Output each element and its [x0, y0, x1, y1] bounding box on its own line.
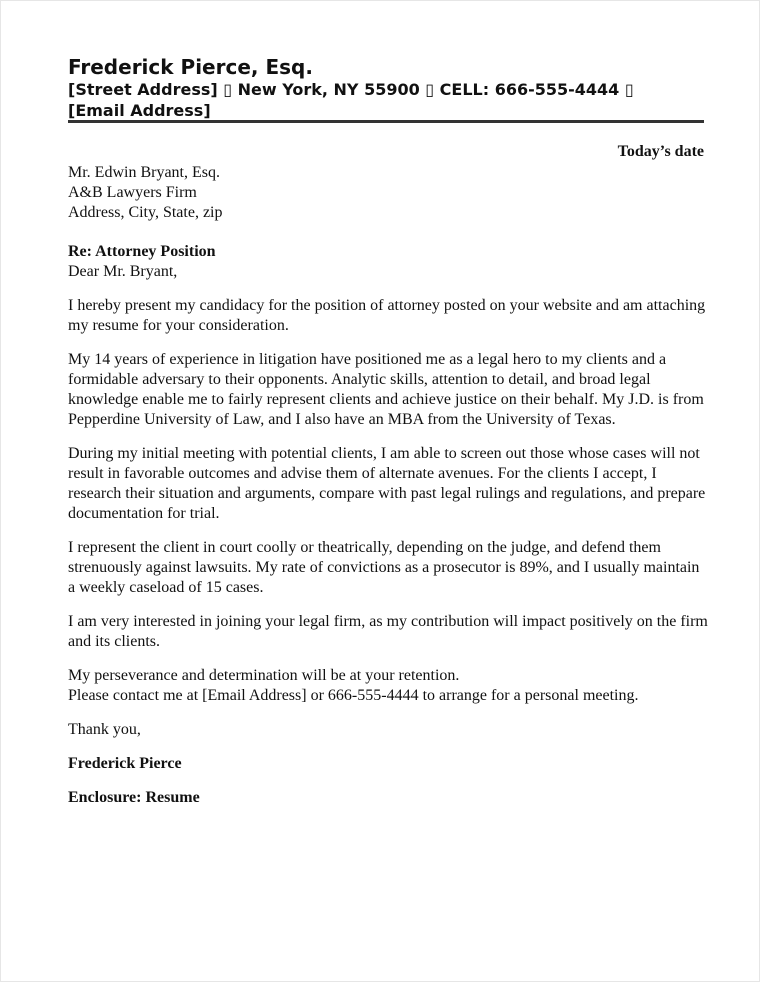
- subject-line: Re: Attorney Position: [68, 243, 216, 260]
- recipient-firm: A&B Lawyers Firm: [68, 184, 197, 201]
- signature-name: Frederick Pierce: [68, 755, 182, 772]
- sender-name: Frederick Pierce, Esq.: [68, 55, 313, 79]
- paragraph-intro: I hereby present my candidacy for the position of attorney posted on your website and am attaching my resume for your consideration.: [68, 297, 706, 334]
- closing-line-1: My perseverance and determination will be at your retention.: [68, 667, 460, 684]
- sender-contact-line-1: [Street Address] ▯ New York, NY 55900 ▯ CELL: 666-555-4444 ▯: [68, 80, 634, 99]
- recipient-block: [68, 163, 708, 223]
- header-divider: [68, 120, 704, 123]
- paragraph-experience: My 14 years of experience in litigation have positioned me as a legal hero to my clients and a formidable adversary to their opponents. Analytic skills, attention to detail, and broad legal knowledge enable me to fairly represent clients and achieve justice on their behalf. My J.D. is from Pepperdine University of Law, and I also have an MBA from the University of Texas.: [68, 351, 704, 428]
- recipient-name: Mr. Edwin Bryant, Esq.: [68, 164, 220, 181]
- closing-block: [68, 666, 708, 706]
- letterhead: [68, 55, 704, 121]
- sender-contact-line-2: [Email Address]: [68, 101, 211, 120]
- closing-line-2: Please contact me at [Email Address] or 666-555-4444 to arrange for a personal meeting.: [68, 687, 639, 704]
- recipient-address: Address, City, State, zip: [68, 204, 223, 221]
- paragraph-court: I represent the client in court coolly or theatrically, depending on the judge, and defend them strenuously against lawsuits. My rate of convictions as a prosecutor is 89%, and I usually maintain a weekly caseload of 15 cases.: [68, 539, 700, 596]
- paragraph-client-screening: During my initial meeting with potential clients, I am able to screen out those whose cases will not result in favorable outcomes and advise them of alternate avenues. For the clients I accept, I research their situation and arguments, compare with past legal rulings and regulations, and prepare documentation for trial.: [68, 445, 706, 522]
- letter-body: [68, 141, 708, 808]
- complimentary-close: Thank you,: [68, 721, 141, 738]
- enclosure-note: Enclosure: Resume: [68, 789, 200, 806]
- letter-date: Today’s date: [617, 143, 704, 160]
- salutation: Dear Mr. Bryant,: [68, 263, 178, 280]
- paragraph-interest: I am very interested in joining your legal firm, as my contribution will impact positively on the firm and its clients.: [68, 613, 708, 650]
